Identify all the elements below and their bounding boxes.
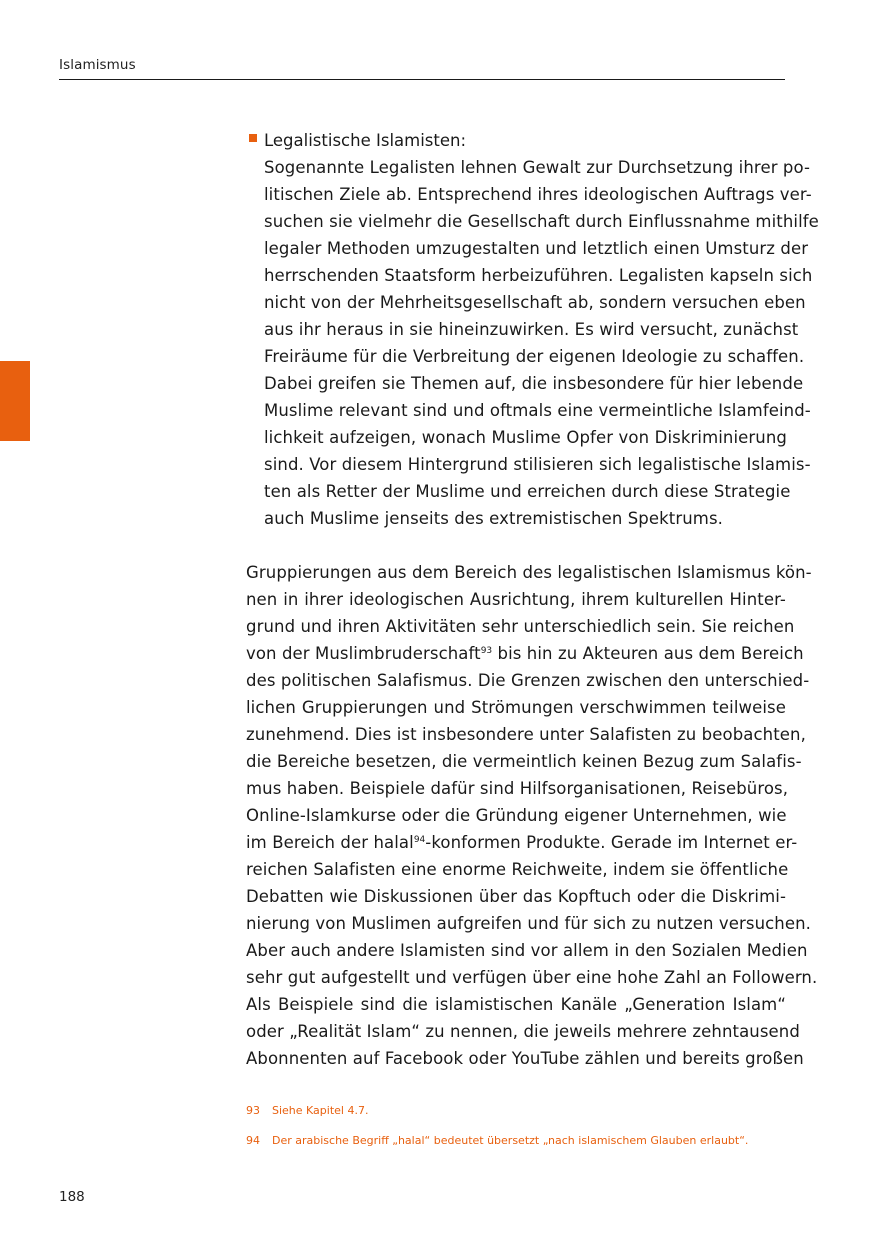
text-line: grund und ihren Aktivitäten sehr unterschiedlich sein. Sie reichen xyxy=(246,617,795,636)
text-line: herrschenden Staatsform herbeizuführen. Legalisten kapseln sich xyxy=(264,266,813,285)
footnote-text: Siehe Kapitel 4.7. xyxy=(272,1104,369,1117)
text-line: zunehmend. Dies ist insbesondere unter Salafisten zu beobachten, xyxy=(246,725,806,744)
text-line: Abonnenten auf Facebook oder YouTube zählen und bereits großen xyxy=(246,1049,804,1068)
text-line: nicht von der Mehrheitsgesellschaft ab, sondern versuchen eben xyxy=(264,293,806,312)
text-line: auch Muslime jenseits des extremistischen Spektrums. xyxy=(264,509,724,528)
text-line: legaler Methoden umzugestalten und letztlich einen Umsturz der xyxy=(264,239,809,258)
text-line: aus ihr heraus in sie hineinzuwirken. Es wird versucht, zunächst xyxy=(264,320,799,339)
text-segment: -konformen Produkte. Gerade im Internet er- xyxy=(425,833,798,852)
text-segment: bis hin zu Akteuren aus dem Bereich xyxy=(492,644,804,663)
footnote-number: 94 xyxy=(246,1134,260,1147)
running-header: Islamismus xyxy=(59,57,136,73)
text-line: ten als Retter der Muslime und erreichen durch diese Strategie xyxy=(264,482,791,501)
text-line: oder „Realität Islam“ zu nennen, die jeweils mehrere zehntausend xyxy=(246,1022,800,1041)
text-line: Aber auch andere Islamisten sind vor allem in den Sozialen Medien xyxy=(246,941,808,960)
text-line: nen in ihrer ideologischen Ausrichtung, ihrem kulturellen Hinter- xyxy=(246,590,786,609)
text-line: Dabei greifen sie Themen auf, die insbesondere für hier lebende xyxy=(264,374,804,393)
footnote-text: Der arabische Begriff „halal“ bedeutet übersetzt „nach islamischem Glauben erlaubt“. xyxy=(272,1134,749,1147)
footnote-item xyxy=(246,1103,786,1133)
text-line xyxy=(246,829,798,856)
text-line: Gruppierungen aus dem Bereich des legalistischen Islamismus kön- xyxy=(246,563,812,582)
text-line: reichen Salafisten eine enorme Reichweite, indem sie öffentliche xyxy=(246,860,789,879)
text-segment: im Bereich der halal xyxy=(246,833,414,852)
footnote-reference[interactable]: 94 xyxy=(413,835,426,845)
text-line: Als Beispiele sind die islamistischen Kanäle „Generation Islam“ xyxy=(246,995,786,1014)
footnote-reference[interactable]: 93 xyxy=(480,646,493,656)
text-line: lichen Gruppierungen und Strömungen verschwimmen teilweise xyxy=(246,698,786,717)
text-line: suchen sie vielmehr die Gesellschaft durch Einflussnahme mithilfe xyxy=(264,212,819,231)
bullet-square-icon xyxy=(249,134,257,142)
chapter-side-tab xyxy=(0,361,30,441)
page-number: 188 xyxy=(59,1189,85,1205)
bullet-body xyxy=(264,154,819,532)
text-line: sehr gut aufgestellt und verfügen über eine hohe Zahl an Followern. xyxy=(246,968,818,987)
text-line: Freiräume für die Verbreitung der eigenen Ideologie zu schaffen. xyxy=(264,347,805,366)
header-rule xyxy=(59,79,785,80)
text-line: sind. Vor diesem Hintergrund stilisieren sich legalistische Islamis- xyxy=(264,455,811,474)
text-line: Sogenannte Legalisten lehnen Gewalt zur Durchsetzung ihrer po- xyxy=(264,158,811,177)
text-line: des politischen Salafismus. Die Grenzen zwischen den unterschied- xyxy=(246,671,810,690)
text-line: Debatten wie Diskussionen über das Kopftuch oder die Diskrimi- xyxy=(246,887,786,906)
footnotes xyxy=(246,1103,786,1163)
body-paragraph xyxy=(246,559,818,1072)
text-line: Muslime relevant sind und oftmals eine vermeintliche Islamfeind- xyxy=(264,401,811,420)
text-line: lichkeit aufzeigen, wonach Muslime Opfer von Diskriminierung xyxy=(264,428,787,447)
footnote-number: 93 xyxy=(246,1104,260,1117)
text-line: die Bereiche besetzen, die vermeintlich keinen Bezug zum Salafis- xyxy=(246,752,802,771)
bullet-title: Legalistische Islamisten: xyxy=(264,131,467,150)
text-segment: von der Muslimbruderschaft xyxy=(246,644,481,663)
text-line xyxy=(246,640,804,667)
text-line: Online-Islamkurse oder die Gründung eigener Unternehmen, wie xyxy=(246,806,787,825)
footnote-item xyxy=(246,1133,786,1163)
text-line: litischen Ziele ab. Entsprechend ihres ideologischen Auftrags ver- xyxy=(264,185,812,204)
text-line: mus haben. Beispiele dafür sind Hilfsorganisationen, Reisebüros, xyxy=(246,779,789,798)
text-line: nierung von Muslimen aufgreifen und für sich zu nutzen versuchen. xyxy=(246,914,812,933)
